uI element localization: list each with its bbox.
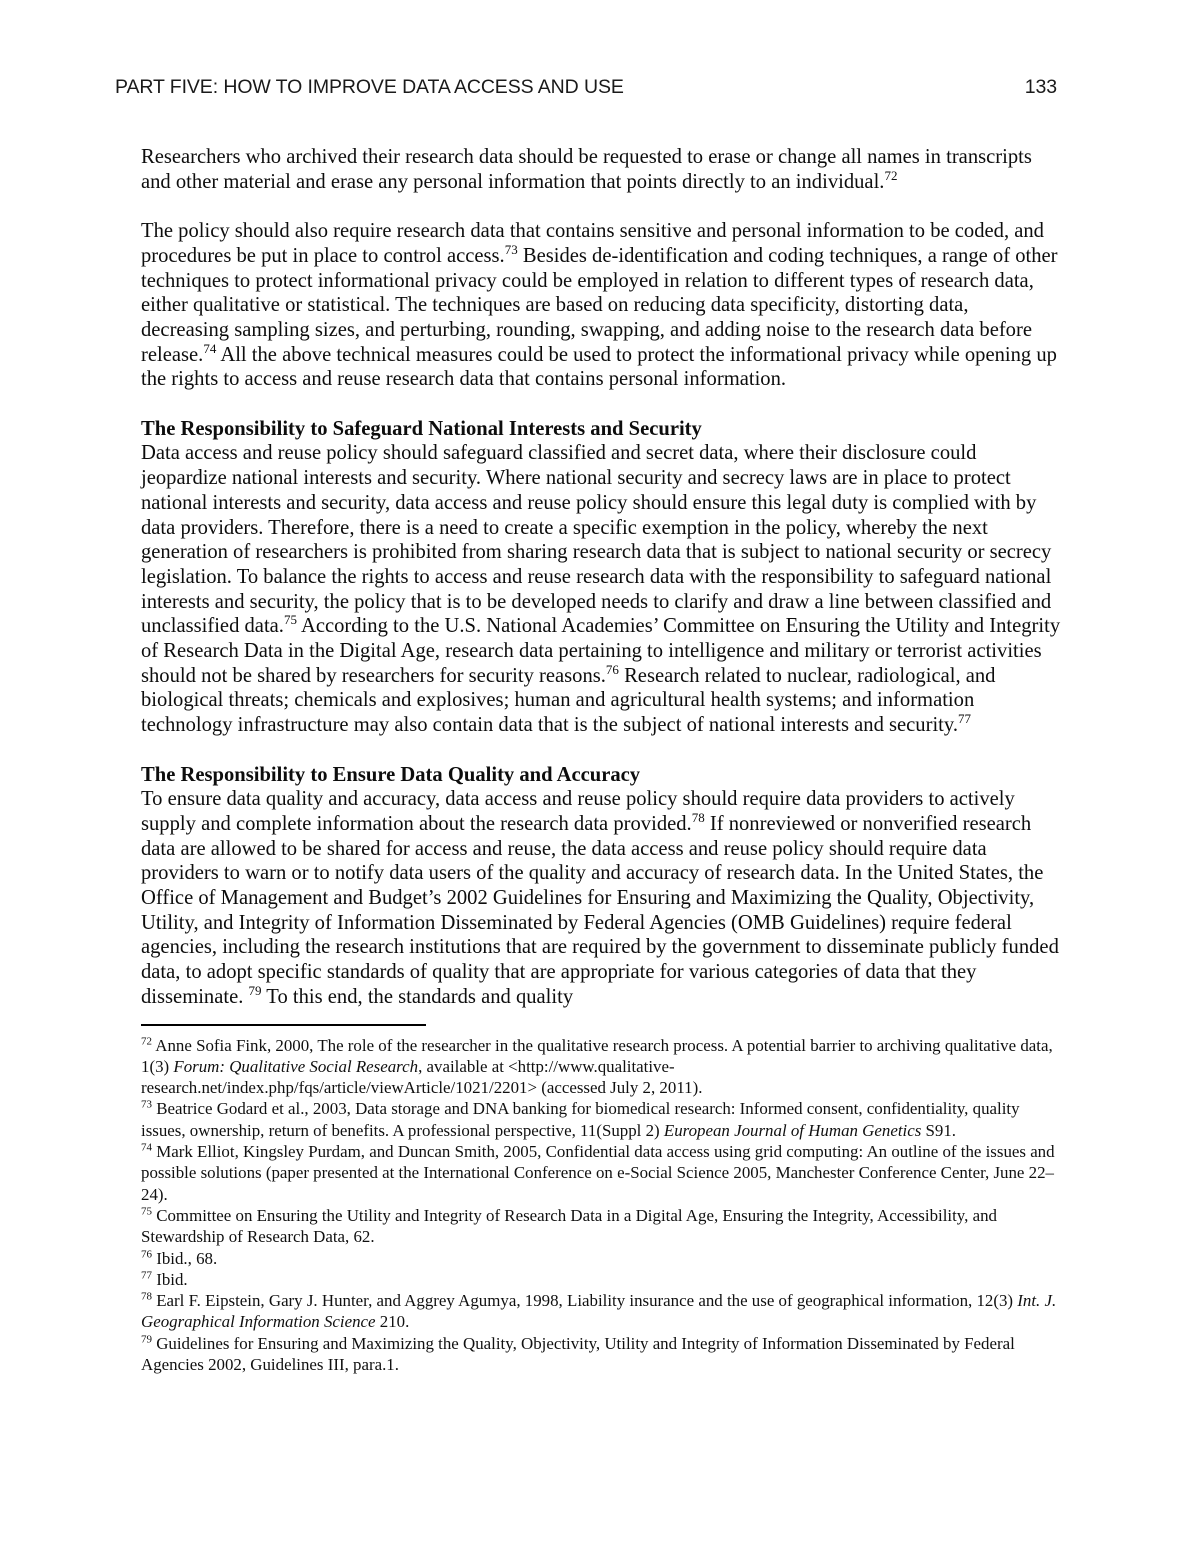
text-run: The Responsibility to Safeguard National Interests and Security (141, 417, 702, 440)
text-run: Data access and reuse policy should safeguard classified and secret data, where their disclosure could jeopardize national interests and security. Where national security and secrecy laws are in place to protect national interests and security, data access and reuse policy should ensure this legal duty is complied with by data providers. Therefore, there is a need to create a specific exemption in the policy, whereby the next generation of researchers is prohibited from sharing research data that is subject to national security or secrecy legislation. To balance the rights to access and reuse research data with the responsibility to safeguard national interests and security, the policy that is to be developed needs to clarify and draw a line between classified and unclassified data. (141, 442, 1052, 638)
document-body (141, 145, 1061, 1010)
text-run: Mark Elliot, Kingsley Purdam, and Duncan Smith, 2005, Confidential data access using grid computing: An outline of the issues and possible solutions (paper presented at the International Conference on e-Social Science 2005, Manchester Conference Center, June 22–24). (141, 1142, 1055, 1204)
text-run: Anne Sofia Fink, 2000, The role of the researcher in the qualitative research process. A potential barrier to archiving qualitative data, 1(3) (141, 1035, 1053, 1076)
text-run: Research related to nuclear, radiological, and biological threats; chemicals and explosives; human and agricultural health systems; and information technology infrastructure may also contain data that is the subject of national interests and security. (141, 664, 996, 737)
footnote-ref: 76 (605, 661, 619, 677)
footnote-number: 76 (141, 1247, 152, 1260)
text-run: Ibid., 68. (152, 1248, 218, 1268)
footnotes (141, 1035, 1061, 1376)
footnote (141, 1098, 1061, 1141)
text-run: Besides de-identification and coding techniques, a range of other techniques to protect informational privacy could be employed in relation to different types of research data, either qualitative or statistical. The techniques are based on reducing data specificity, distorting data, decreasing sampling sizes, and perturbing, rounding, swapping, and adding noise to the research data before release. (141, 244, 1058, 366)
text-run: European Journal of Human Genetics (663, 1120, 922, 1140)
text-run: Guidelines for Ensuring and Maximizing the Quality, Objectivity, Utility and Integrity of Information Disseminated by Federal Agencies 2002, Guidelines III, para.1. (141, 1333, 1015, 1375)
text-run: All the above technical measures could be used to protect the informational privacy while opening up the rights to access and reuse research data that contains personal information. (141, 343, 1057, 391)
section-heading (141, 417, 1061, 442)
footnote (141, 1290, 1061, 1333)
footnote (141, 1205, 1061, 1248)
footnote-number: 72 (141, 1034, 152, 1047)
section-heading (141, 763, 1061, 788)
footnote-number: 73 (141, 1098, 152, 1111)
text-run: Forum: Qualitative Social Research (173, 1056, 419, 1076)
footnote-number: 79 (141, 1333, 152, 1346)
text-run: Beatrice Godard et al., 2003, Data storage and DNA banking for biomedical research: Informed consent, confidentiality, quality issues, ownership, return of benefits. A professional perspective, 11(Suppl 2) (141, 1099, 1020, 1140)
footnote-separator (141, 1024, 426, 1026)
footnote-number: 75 (141, 1205, 152, 1218)
text-run: Ibid. (152, 1269, 188, 1289)
paragraph (141, 441, 1061, 737)
text-run: Int. J. Geographical Information Science (141, 1291, 1057, 1332)
paragraph (141, 145, 1061, 194)
footnote (141, 1269, 1061, 1290)
footnote-ref: 77 (958, 711, 972, 727)
footnote-ref: 79 (248, 983, 262, 998)
document-content (141, 145, 1061, 1375)
footnote (141, 1141, 1061, 1205)
text-run: The Responsibility to Ensure Data Quality and Accuracy (141, 763, 641, 786)
text-run: Committee on Ensuring the Utility and Integrity of Research Data in a Digital Age, Ensuring the Integrity, Accessibility, and Stewardship of Research Data, 62. (141, 1205, 997, 1247)
footnote (141, 1248, 1061, 1269)
footnote-ref: 75 (283, 612, 297, 628)
footnote-ref: 73 (504, 241, 518, 257)
text-run: Earl F. Eipstein, Gary J. Hunter, and Aggrey Agumya, 1998, Liability insurance and the use of geographical information, 12(3) (152, 1291, 1018, 1311)
text-run: The policy should also require research data that contains sensitive and personal information to be coded, and procedures be put in place to control access. (141, 220, 1044, 267)
text-run: According to the U.S. National Academies’ Committee on Ensuring the Utility and Integrity of Research Data in the Digital Age, research data pertaining to intelligence and military or terrorist activities should not be shared by researchers for security reasons. (141, 615, 1061, 687)
footnote-number: 77 (141, 1269, 152, 1282)
text-run: If nonreviewed or nonverified research data are allowed to be shared for access and reuse, the data access and reuse policy should require data providers to warn or to notify data users of the quality and accuracy of research data. In the United States, the Office of Management and Budget’s 2002 Guidelines for Ensuring and Maximizing the Quality, Objectivity, Utility, and Integrity of Information Disseminated by Federal Agencies (OMB Guidelines) require federal agencies, including the research institutions that are required by the government to disseminate publicly funded data, to adopt specific standards of quality that are appropriate for various categories of data that they disseminate. (141, 812, 1059, 1008)
footnote-number: 78 (141, 1290, 152, 1303)
text-run: To ensure data quality and accuracy, data access and reuse policy should require data providers to actively supply and complete information about the research data provided. (141, 788, 1015, 835)
footnote-ref: 78 (691, 810, 705, 826)
running-title: PART FIVE: HOW TO IMPROVE DATA ACCESS AND USE (115, 76, 624, 98)
footnote-ref: 74 (203, 340, 217, 356)
paragraph (141, 219, 1061, 392)
text-run: 210. (375, 1312, 410, 1332)
footnote (141, 1035, 1061, 1099)
text-run: S91. (921, 1120, 957, 1140)
text-run: Researchers who archived their research data should be requested to erase or change all names in transcripts and other material and erase any personal information that points directly to an individual. (141, 146, 1032, 193)
footnote-ref: 72 (884, 167, 898, 183)
page-header (115, 75, 1057, 99)
text-run: , available at <http://www.qualitative-research.net/index.php/fqs/article/viewArticle/1021/2201> (accessed July 2, 2011). (141, 1056, 703, 1098)
paragraph (141, 787, 1061, 1009)
footnote (141, 1333, 1061, 1376)
page-number: 133 (1024, 76, 1057, 98)
text-run: To this end, the standards and quality (261, 985, 574, 1008)
footnote-number: 74 (141, 1141, 152, 1154)
